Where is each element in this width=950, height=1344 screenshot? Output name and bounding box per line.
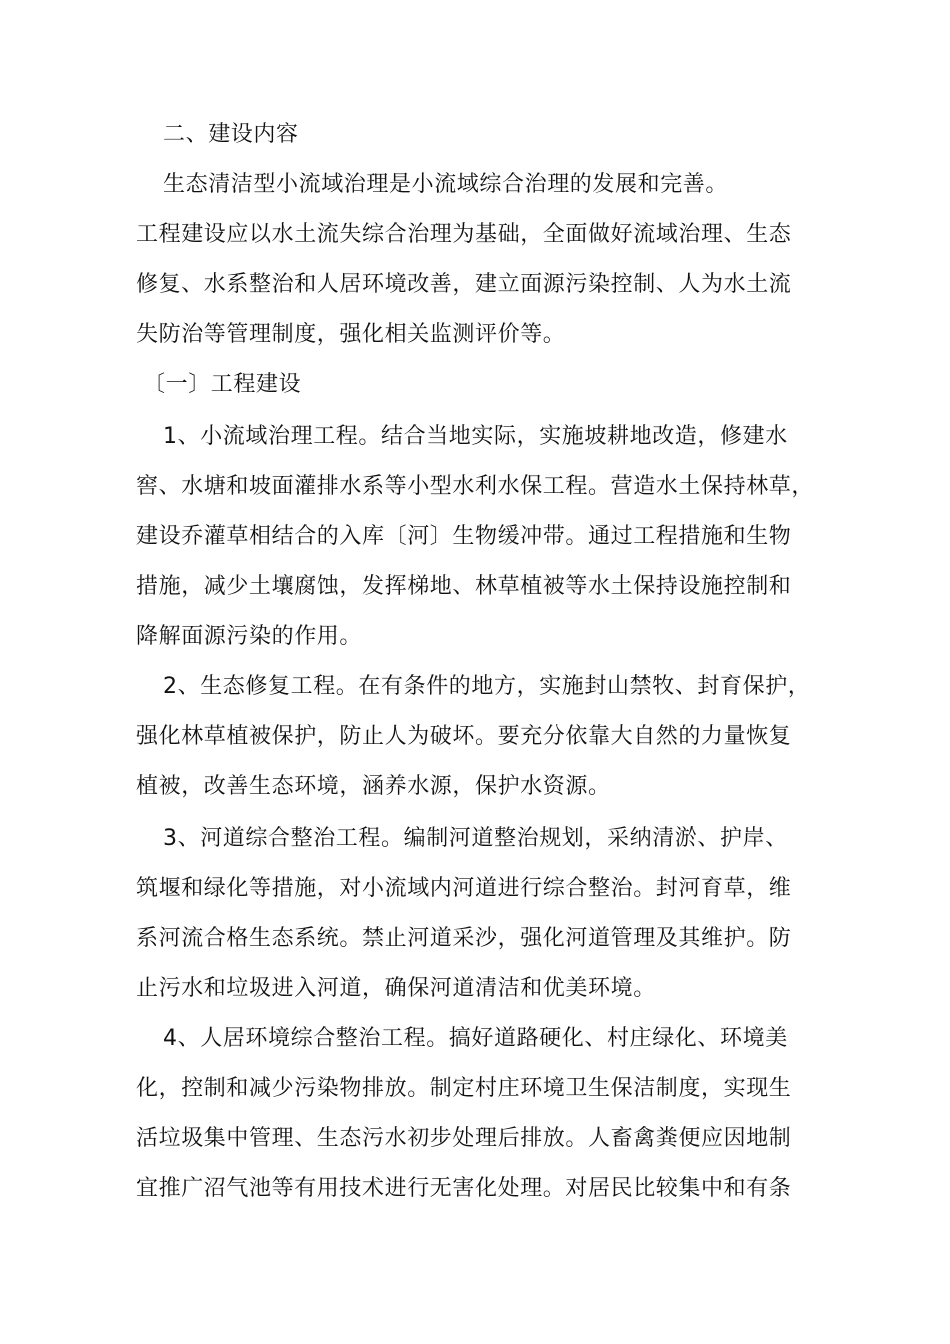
item-2-line-3: 植被，改善生态环境，涵养水源，保护水资源。 [136,774,611,799]
item-2-line-2: 强化林草植被保护，防止人为破坏。要充分依靠大自然的力量恢复 [136,724,792,749]
item-3-line-2: 筑堰和绿化等措施，对小流域内河道进行综合整治。封河育草，维 [136,876,792,901]
intro-line-3: 修复、水系整治和人居环境改善，建立面源污染控制、人为水土流 [136,272,792,297]
item-3-line-3: 系河流合格生态系统。禁止河道采沙，强化河道管理及其维护。防 [136,926,792,951]
item-1-line-5: 降解面源污染的作用。 [136,624,363,649]
item-1-line-4: 措施，减少土壤腐蚀，发挥梯地、林草植被等水土保持设施控制和 [136,574,792,599]
section-heading: 二、建设内容 [163,122,299,147]
intro-line-2: 工程建设应以水土流失综合治理为基础，全面做好流域治理、生态 [136,222,792,247]
item-4-line-2: 化，控制和减少污染物排放。制定村庄环境卫生保洁制度，实现生 [136,1076,792,1101]
subsection-heading: 〔一〕工程建设 [143,372,302,397]
item-4-line-3: 活垃圾集中管理、生态污水初步处理后排放。人畜禽粪便应因地制 [136,1126,792,1151]
item-1-line-3: 建设乔灌草相结合的入库〔河〕生物缓冲带。通过工程措施和生物 [136,524,792,549]
intro-line-4: 失防治等管理制度，强化相关监测评价等。 [136,322,566,347]
item-3-line-1: 3、河道综合整治工程。编制河道整治规划，采纳清淤、护岸、 [163,826,788,851]
intro-line-1: 生态清洁型小流域治理是小流域综合治理的发展和完善。 [163,172,729,197]
item-2-line-1: 2、生态修复工程。在有条件的地方，实施封山禁牧、封育保护， [163,674,811,699]
item-4-line-4: 宜推广沼气池等有用技术进行无害化处理。对居民比较集中和有条 [136,1176,792,1201]
item-1-line-2: 窖、水塘和坡面灌排水系等小型水利水保工程。营造水土保持林草， [136,474,815,499]
item-1-line-1: 1、小流域治理工程。结合当地实际，实施坡耕地改造，修建水 [163,424,788,449]
item-4-line-1: 4、人居环境综合整治工程。搞好道路硬化、村庄绿化、环境美 [163,1026,788,1051]
item-3-line-4: 止污水和垃圾进入河道，确保河道清洁和优美环境。 [136,976,656,1001]
